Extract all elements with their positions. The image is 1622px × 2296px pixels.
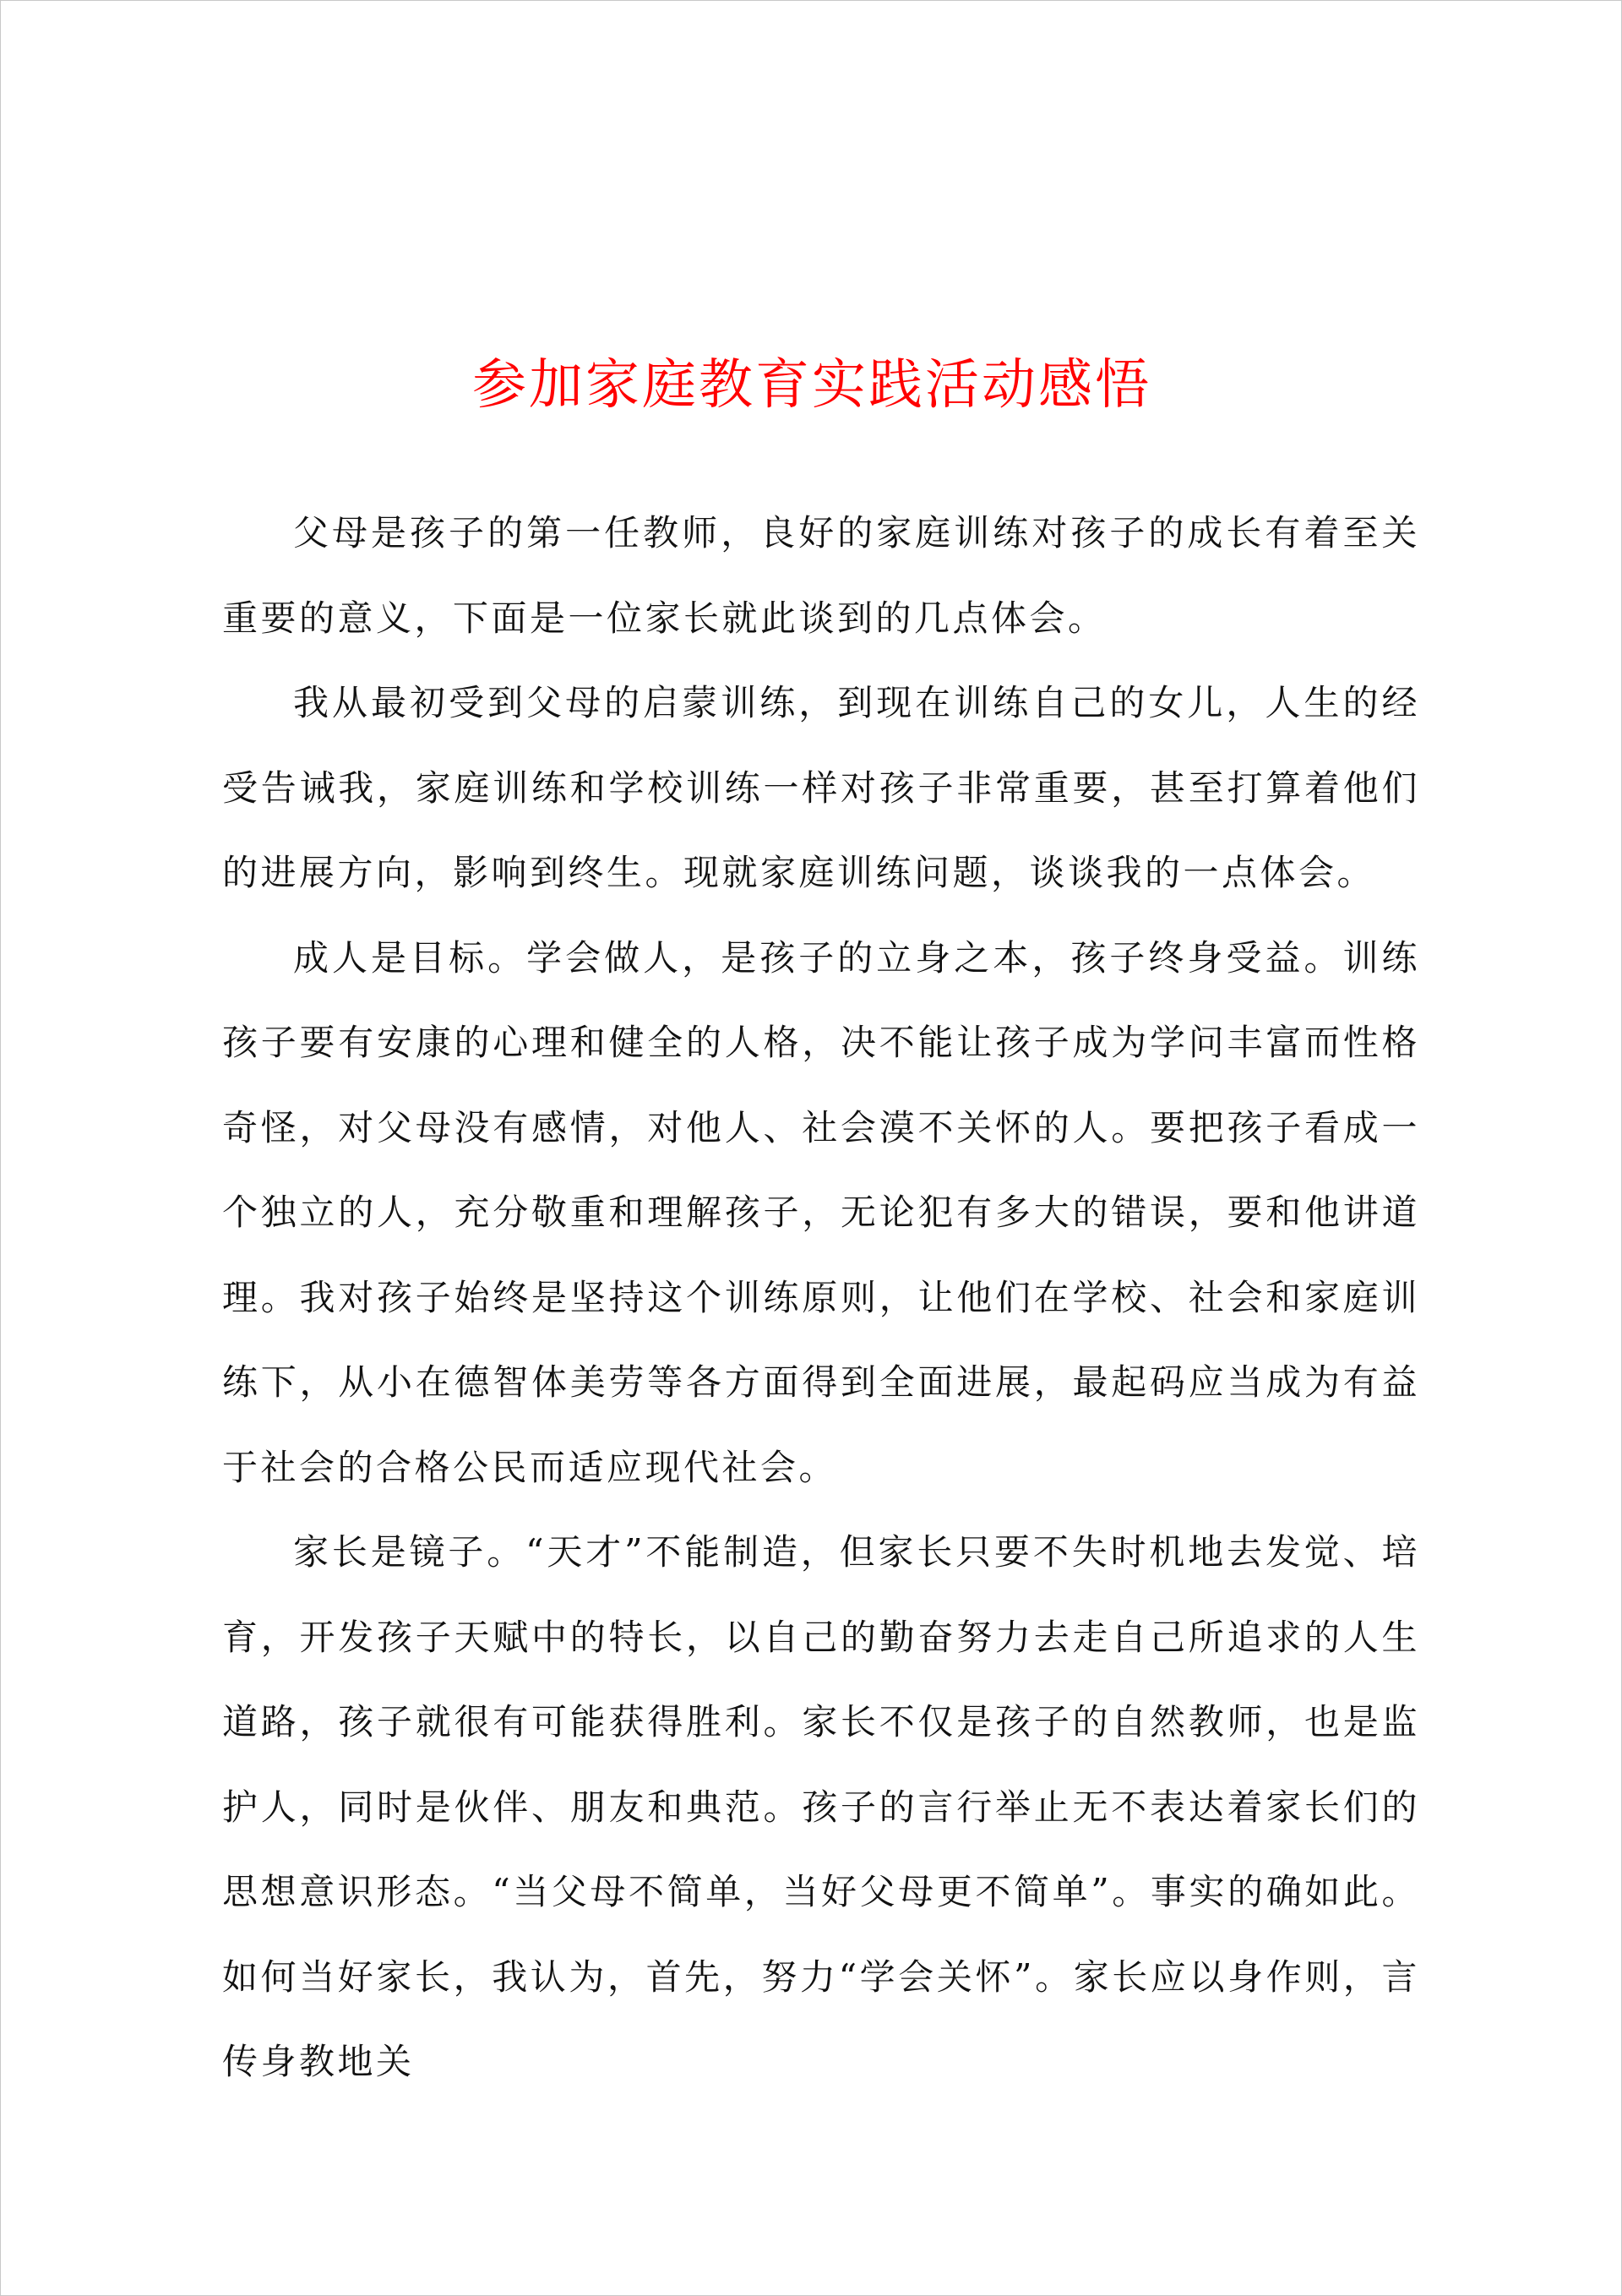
- document-title: 参加家庭教育实践活动感悟: [472, 354, 1151, 417]
- paragraph-mirror: 家长是镜子。“天才”不能制造，但家长只要不失时机地去发觉、培育，开发孩子天赋中的特长，以自己的勤奋努力去走自己所追求的人生道路，孩子就很有可能获得胜利。家长不仅是孩子的自然教师，也是监护人，同时是伙伴、朋友和典范。孩子的言行举止无不表达着家长们的思想意识形态。“当父母不简单，当好父母更不简单”。事实的确如此。如何当好家长，我认为，首先，努力“学会关怀”。家长应以身作则，言传身教地关: [222, 1531, 1420, 2082]
- paragraph-intro: 父母是孩子的第一任教师，良好的家庭训练对孩子的成长有着至关重要的意义，下面是一位家长就此谈到的几点体会。: [222, 512, 1420, 639]
- paragraph-goal: 成人是目标。学会做人，是孩子的立身之本，孩子终身受益。训练孩子要有安康的心理和健全的人格，决不能让孩子成为学问丰富而性格奇怪，对父母没有感情，对他人、社会漠不关怀的人。要把孩子看成一个独立的人，充分敬重和理解孩子，无论犯有多大的错误，要和他讲道理。我对孩子始终是坚持这个训练原则，让他们在学校、社会和家庭训练下，从小在德智体美劳等各方面得到全面进展，最起码应当成为有益于社会的合格公民而适应现代社会。: [222, 936, 1420, 1488]
- paragraph-experience: 我从最初受到父母的启蒙训练，到现在训练自己的女儿，人生的经受告诫我，家庭训练和学校训练一样对孩子非常重要，甚至打算着他们的进展方向，影响到终生。现就家庭训练问题，谈谈我的一点体会。: [222, 682, 1420, 893]
- document-body: [222, 491, 1420, 2105]
